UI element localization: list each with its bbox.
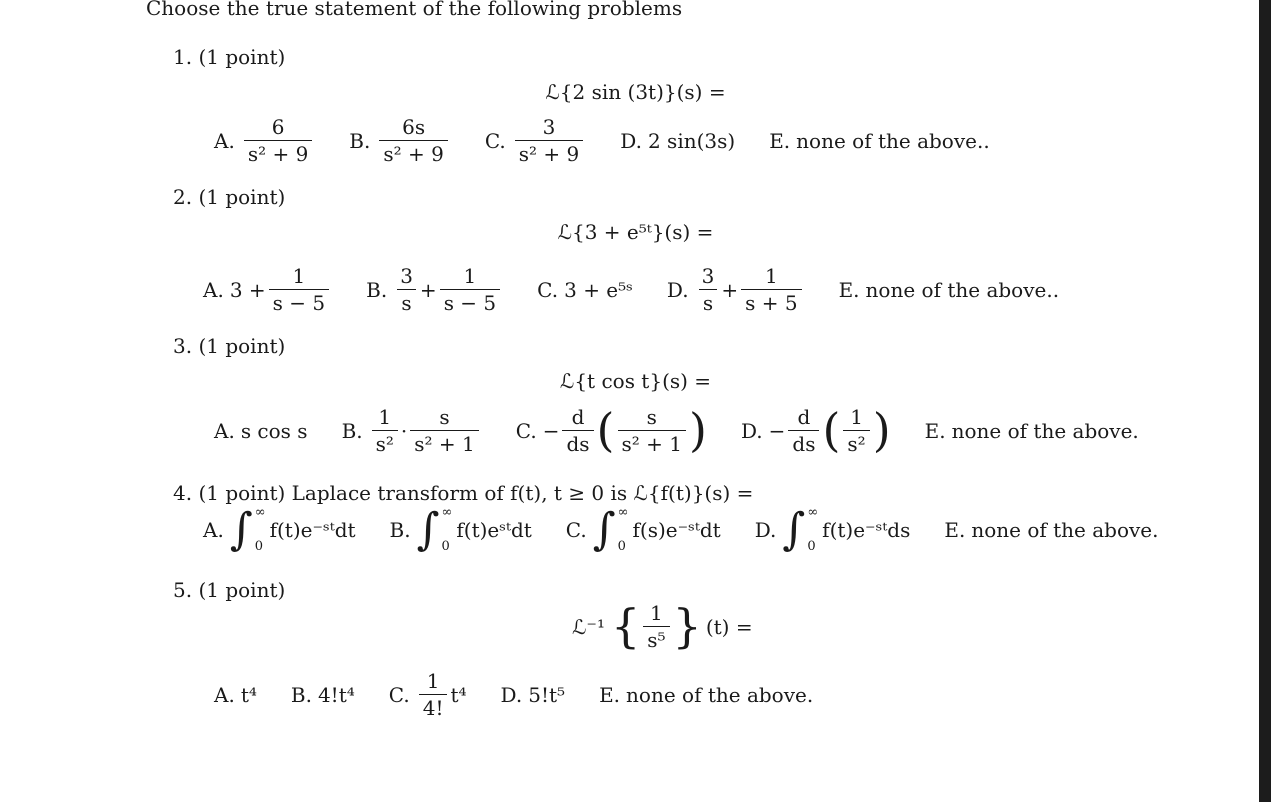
q2-choice-d[interactable]: D. $\frac{3}{s}$ + $\frac{1}{s + 5}$ — [667, 265, 805, 314]
left-brace: { — [610, 599, 641, 654]
page-heading: Choose the true statement of the following problems — [146, 0, 683, 20]
question-4-label: 4. (1 point) Laplace transform of f(t), t ≥ 0 is ℒ{f(t)}(s) = — [173, 481, 754, 505]
question-2-prompt: ℒ{3 + e⁵ᵗ}(s) = — [557, 220, 714, 244]
question-5-prompt: ℒ⁻¹ { $\frac{1}{\text{s⁵}}$ } (t) = — [572, 599, 753, 654]
question-5-choices — [214, 670, 813, 719]
fraction: $\frac{6s}{\text{s² + 9}}$ — [379, 116, 447, 165]
fraction: $\frac{6}{\text{s² + 9}}$ — [244, 116, 312, 165]
q3-choice-b[interactable]: B. $\frac{1}{\text{s²}}$ · $\frac{s}{\text{s² + 1}}$ — [342, 406, 482, 455]
question-1-label: 1. (1 point) — [173, 45, 286, 69]
fraction: $\frac{3}{s}$ — [396, 265, 417, 314]
q1-choice-e[interactable]: E. none of the above.. — [769, 128, 990, 153]
fraction: $\frac{1}{4!}$ — [419, 670, 448, 719]
question-3-choices — [214, 403, 1139, 458]
question-2-choices — [203, 265, 1059, 314]
q3-choice-a[interactable]: A. s cos s — [214, 418, 308, 443]
q4-choice-e[interactable]: E. none of the above. — [944, 518, 1159, 542]
fraction: $\frac{s}{\text{s² + 1}}$ — [410, 406, 478, 455]
fraction: $\frac{3}{s}$ — [698, 265, 719, 314]
q3-choice-d[interactable]: D. − $\frac{d}{ds}$ ( $\frac{1}{\text{s²}}$ ) — [740, 403, 891, 458]
left-paren: ( — [596, 403, 615, 458]
fraction: $\frac{s}{\text{s² + 1}}$ — [618, 406, 686, 455]
question-4-choices — [203, 505, 1159, 555]
question-1-choices — [214, 116, 990, 165]
q5-choice-e[interactable]: E. none of the above. — [599, 682, 814, 707]
q4-choice-d[interactable]: D. ∫ ∞ 0 f(t)e⁻ˢᵗds — [754, 504, 911, 555]
fraction: $\frac{1}{\text{s²}}$ — [372, 406, 398, 455]
q5-choice-a[interactable]: A. t⁴ — [214, 682, 257, 707]
fraction: $\frac{1}{\text{s²}}$ — [843, 406, 869, 455]
fraction: $\frac{3}{\text{s² + 9}}$ — [515, 116, 583, 165]
q1-choice-b[interactable]: B. $\frac{6s}{\text{s² + 9}}$ — [349, 116, 451, 165]
left-paren: ( — [822, 403, 841, 458]
right-brace: } — [672, 599, 702, 654]
question-3-label: 3. (1 point) — [173, 334, 286, 358]
q5-choice-d[interactable]: D. 5!t⁵ — [500, 682, 566, 707]
fraction: $\frac{1}{s + 5}$ — [741, 265, 801, 314]
q5-choice-b[interactable]: B. 4!t⁴ — [290, 682, 355, 707]
integral: ∫ ∞ 0 — [592, 504, 629, 555]
fraction: $\frac{1}{\text{s⁵}}$ — [643, 602, 669, 651]
right-paren: ) — [688, 403, 707, 458]
question-1-prompt: ℒ{2 sin (3t)}(s) = — [545, 80, 726, 104]
q4-choice-a[interactable]: A. ∫ ∞ 0 f(t)e⁻ˢᵗdt — [203, 504, 356, 555]
integral: ∫ ∞ 0 — [782, 504, 819, 555]
fraction: $\frac{1}{s - 5}$ — [269, 265, 329, 314]
fraction: $\frac{d}{ds}$ — [788, 406, 819, 455]
question-5-label: 5. (1 point) — [173, 578, 286, 602]
right-edge-bar — [1259, 0, 1271, 802]
q5-choice-c[interactable]: C. $\frac{1}{4!}$ t⁴ — [388, 669, 467, 720]
q2-choice-c[interactable]: C. 3 + e⁵ˢ — [537, 277, 633, 302]
right-paren: ) — [872, 403, 891, 458]
q2-choice-e[interactable]: E. none of the above.. — [838, 277, 1060, 302]
q4-choice-c[interactable]: C. ∫ ∞ 0 f(s)e⁻ˢᵗdt — [565, 504, 721, 555]
integral: ∫ ∞ 0 — [229, 504, 266, 555]
q3-choice-c[interactable]: C. − $\frac{d}{ds}$ ( $\frac{s}{\text{s² + 1}}$ ) — [515, 403, 707, 458]
q1-choice-a[interactable]: A. $\frac{6}{\text{s² + 9}}$ — [214, 116, 315, 165]
q1-choice-c[interactable]: C. $\frac{3}{\text{s² + 9}}$ — [485, 116, 586, 165]
q1-choice-d[interactable]: D. 2 sin(3s) — [620, 128, 736, 153]
q2-choice-b[interactable]: B. $\frac{3}{s}$ + $\frac{1}{s - 5}$ — [366, 265, 503, 314]
fraction: $\frac{1}{s - 5}$ — [440, 265, 500, 314]
q4-choice-b[interactable]: B. ∫ ∞ 0 f(t)eˢᵗdt — [389, 504, 532, 555]
question-2-label: 2. (1 point) — [173, 185, 286, 209]
fraction: $\frac{d}{ds}$ — [562, 406, 593, 455]
q2-choice-a[interactable]: A. 3 + $\frac{1}{s - 5}$ — [203, 265, 332, 314]
integral: ∫ ∞ 0 — [416, 504, 453, 555]
q3-choice-e[interactable]: E. none of the above. — [924, 418, 1139, 443]
question-3-prompt: ℒ{t cos t}(s) = — [559, 369, 712, 393]
